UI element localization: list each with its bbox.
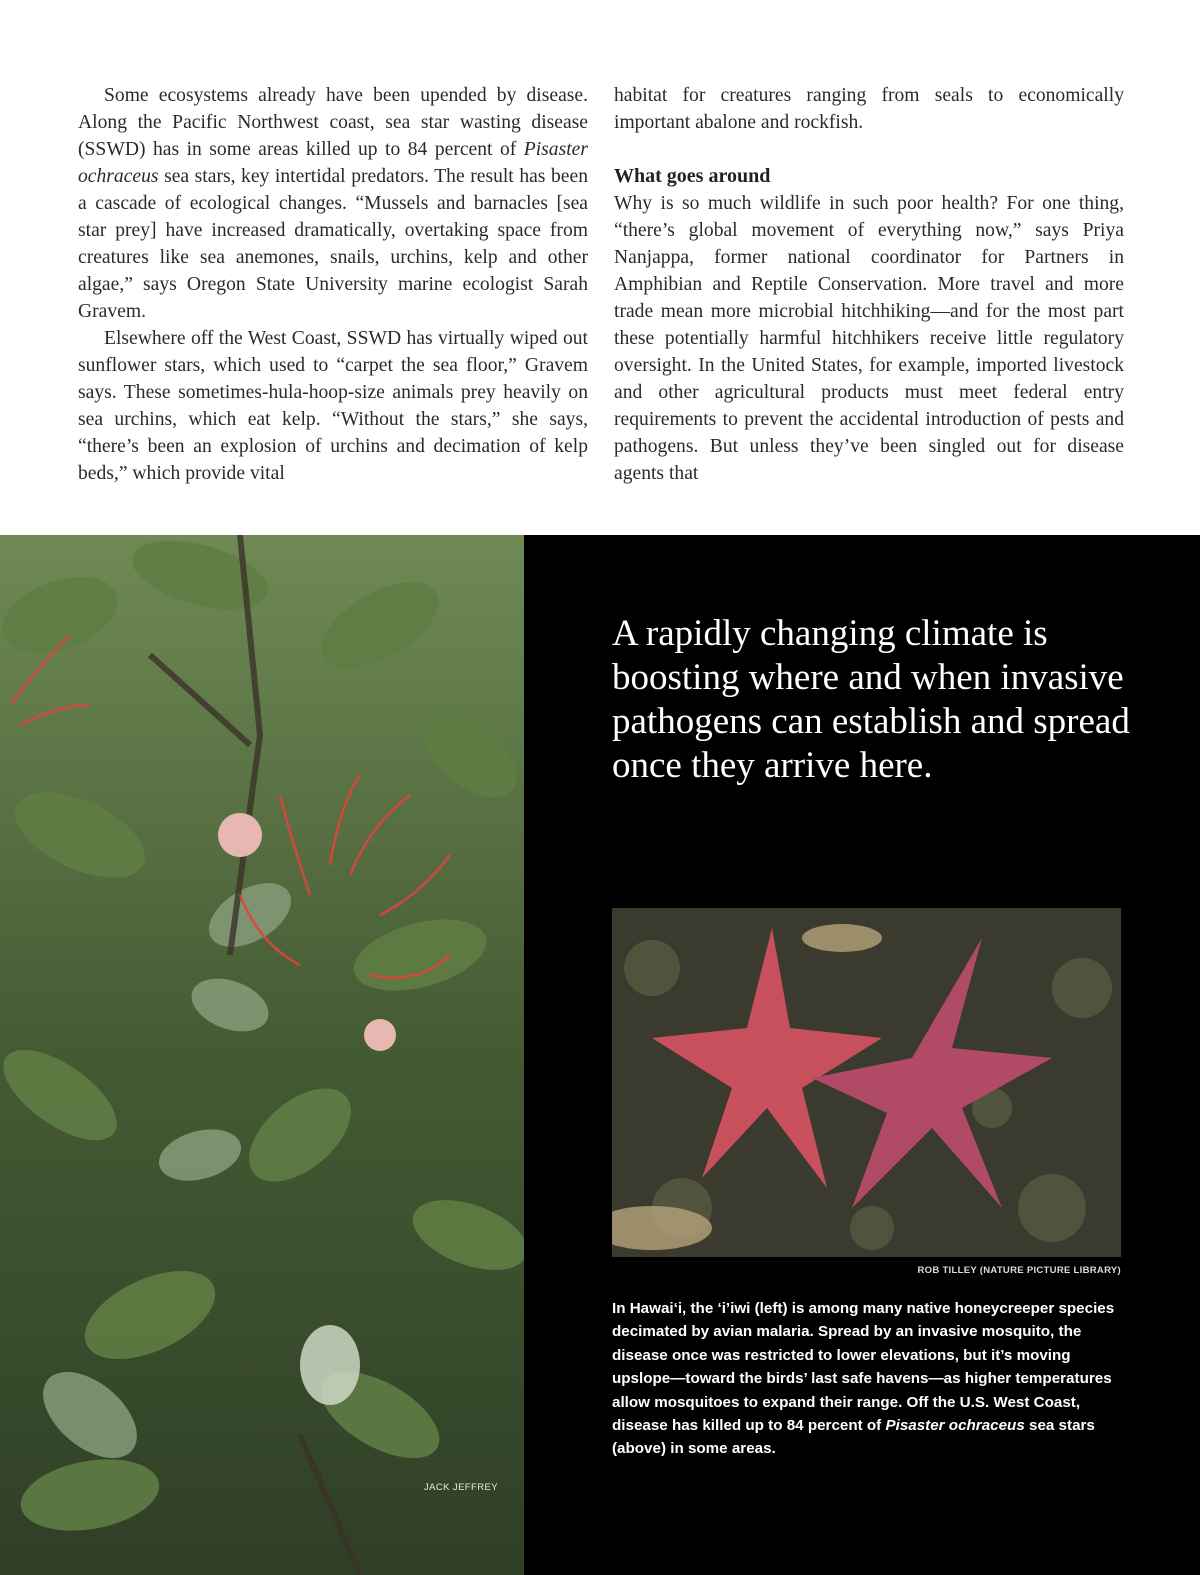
article-column-left xyxy=(78,82,588,492)
foliage-illustration xyxy=(0,535,524,1575)
paragraph-global-movement: Why is so much wildlife in such poor health? For one thing, “there’s global movement of everything now,” says Priya Nanjappa, former national coordinator for Partners in Amphibian and Reptile Conservation. More travel and more trade mean more microbial hitchhiking—and for the most part these potentially harmful hitchhikers receive little regulatory oversight. In the United States, for example, imported livestock and other agricultural products must meet federal entry requirements to prevent the accidental introduction of pests and pathogens. But unless they’ve been singled out for disease agents that xyxy=(614,193,1124,484)
paragraph-continued: habitat for creatures ranging from seals to economically important abalone and rockfish. xyxy=(614,85,1124,133)
article-column-right xyxy=(614,82,1124,492)
pull-quote: A rapidly changing climate is boosting where and when invasive pathogens can establish and spread once they arrive here. xyxy=(612,613,1130,786)
photo-credit-right: ROB TILLEY (NATURE PICTURE LIBRARY) xyxy=(917,1265,1121,1276)
section-heading: What goes around xyxy=(614,165,771,187)
paragraph-sunflower-stars: Elsewhere off the West Coast, SSWD has virtually wiped out sunflower stars, which used to “carpet the sea floor,” Gravem says. These sometimes-hula-hoop-size animals prey heavily on sea urchins, which eat kelp. “Without the stars,” she says, “there’s been an explosion of urchins and decimation of kelp beds,” which provide vital xyxy=(78,328,588,484)
paragraph-sea-star-disease: Some ecosystems already have been upended by disease. Along the Pacific Northwest coast, sea star wasting disease (SSWD) has in some areas killed up to 84 percent of Pisaster ochraceus sea stars, key intertidal predators. The result has been a cascade of ecological changes. “Mussels and barnacles [sea star prey] have increased dramatically, overtaking space from creatures like sea anemones, snails, urchins, kelp and other algae,” says Oregon State University marine ecologist Sarah Gravem. xyxy=(78,85,588,322)
iiwi-habitat-photo xyxy=(0,535,524,1575)
photo-credit-left: JACK JEFFREY xyxy=(424,1482,498,1493)
article-body xyxy=(78,82,1124,492)
photo-caption: In Hawai‘i, the ‘i’iwi (left) is among many native honeycreeper species decimated by avian malaria. Spread by an invasive mosquito, the disease once was restricted to lower elevations, but it’s moving upslope—toward the birds’ last safe havens—as higher temperatures allow mosquitoes to expand their range. Off the U.S. West Coast, disease has killed up to 84 percent of Pisaster ochraceus sea stars (above) in some areas. xyxy=(612,1300,1115,1458)
sea-star-photo xyxy=(612,908,1121,1257)
sea-star-illustration xyxy=(612,908,1121,1257)
caption-species-name: Pisaster ochraceus xyxy=(885,1417,1025,1435)
species-name: Pisaster ochraceus xyxy=(78,139,588,187)
